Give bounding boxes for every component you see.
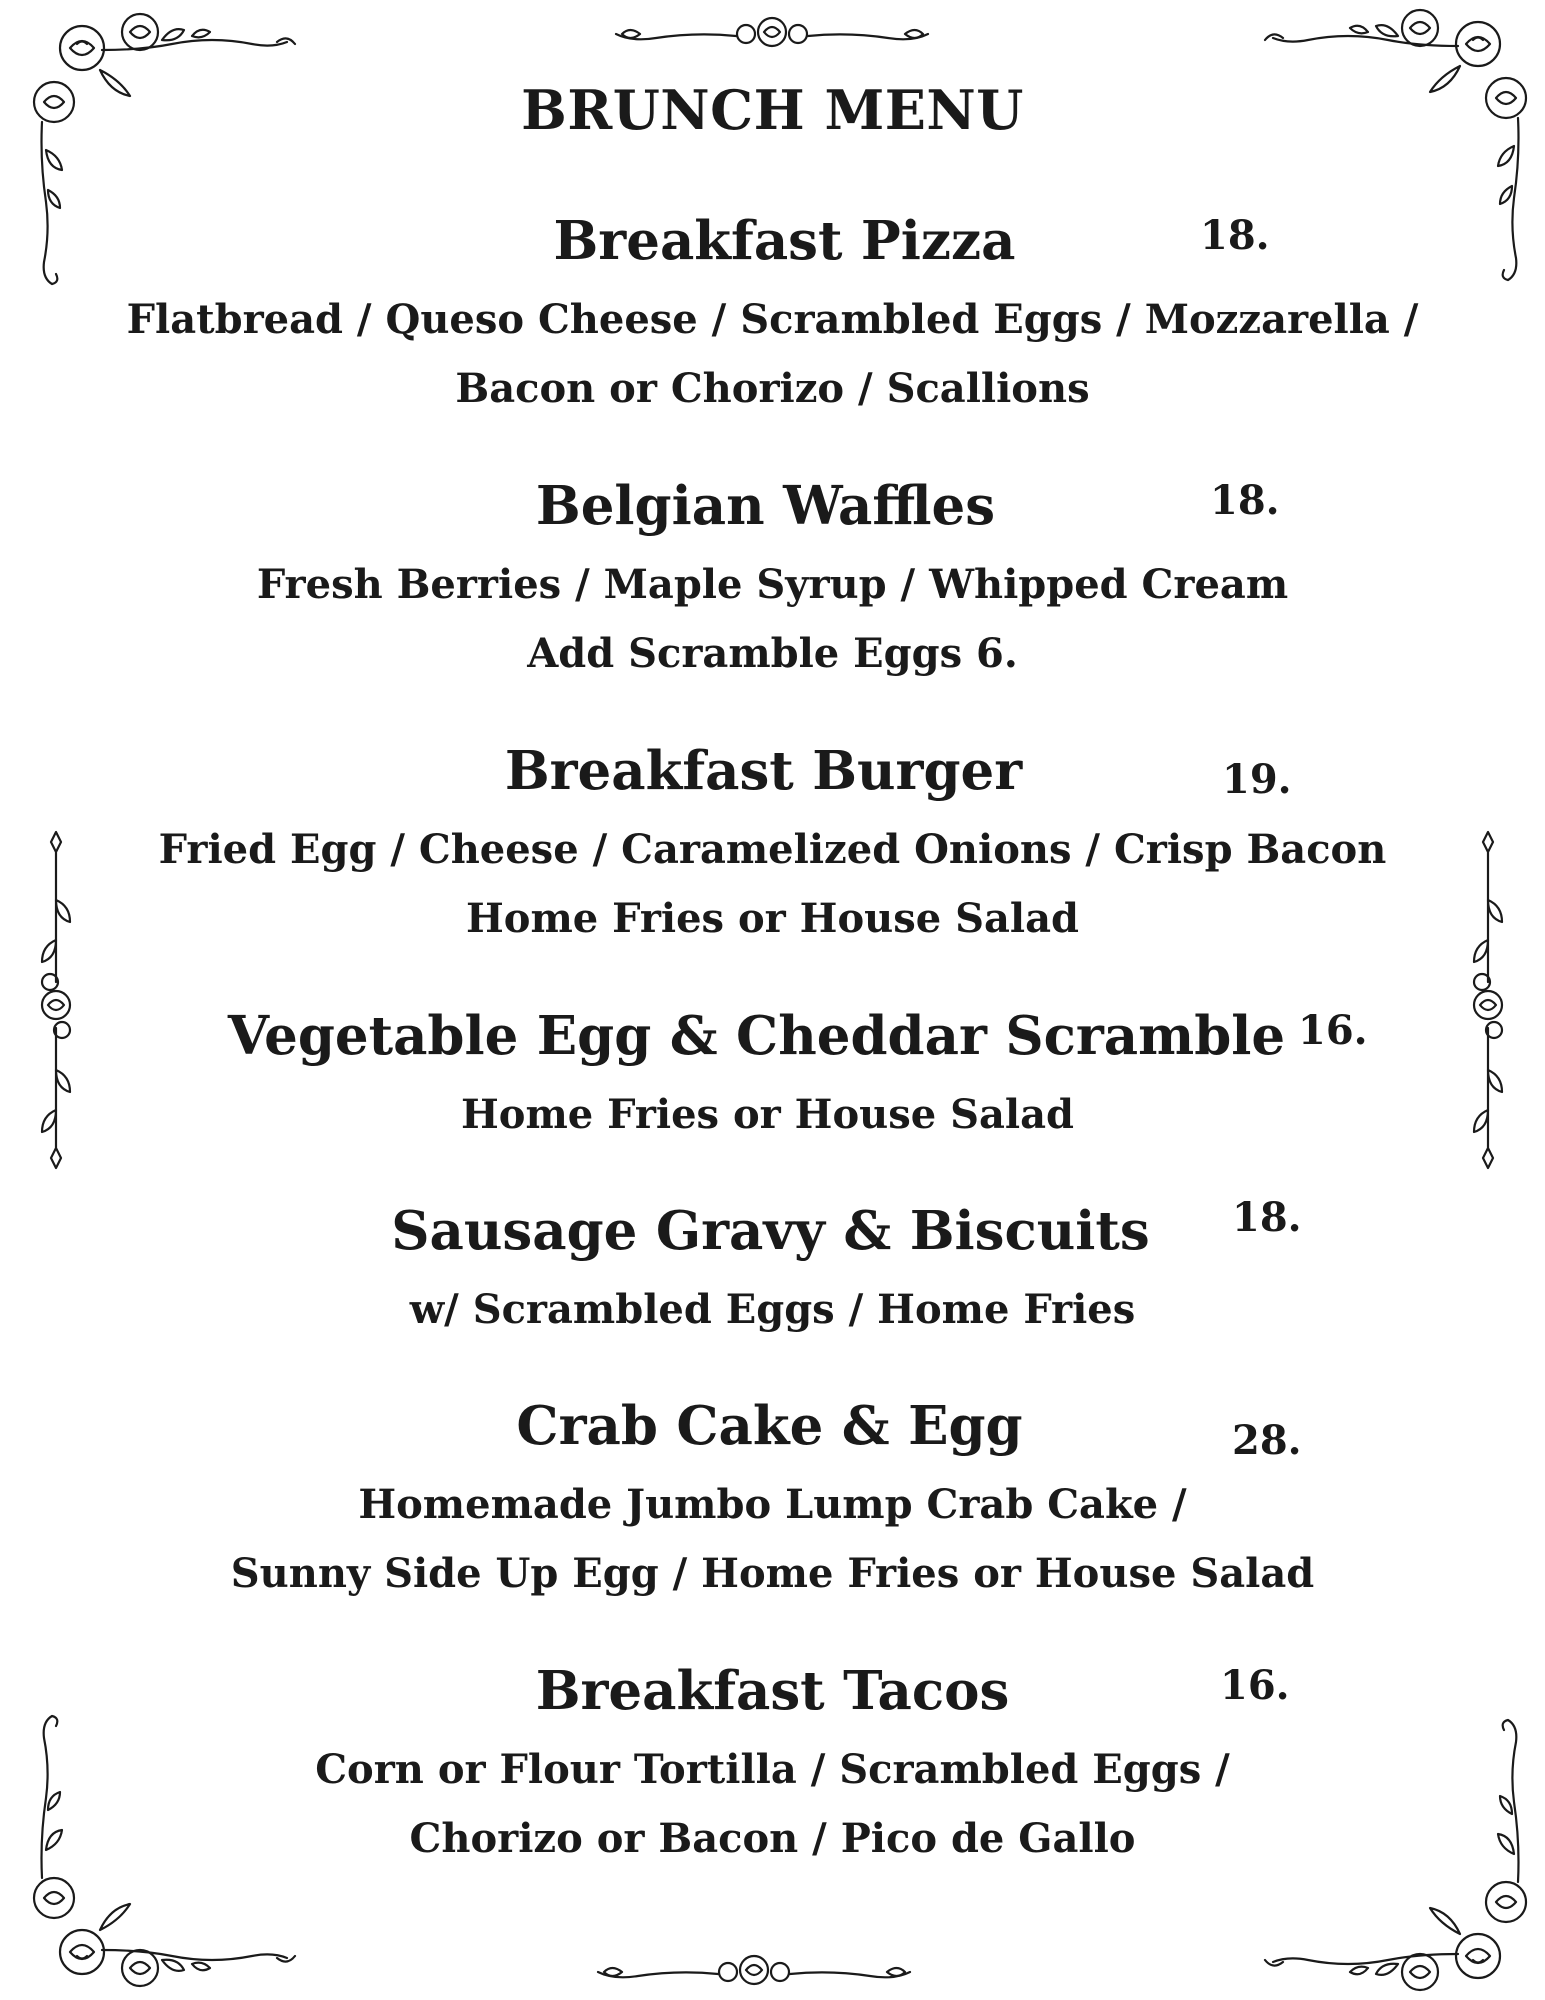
item-description-line: Home Fries or House Salad <box>465 895 1080 942</box>
bottom-center-rose-ornament-icon <box>592 1946 917 1996</box>
item-description-line: Home Fries or House Salad <box>460 1091 1075 1138</box>
menu-title: BRUNCH MENU <box>521 78 1024 142</box>
item-name: Vegetable Egg & Cheddar Scramble <box>227 1005 1286 1067</box>
item-description-line: Chorizo or Bacon / Pico de Gallo <box>409 1815 1136 1862</box>
item-description-line: w/ Scrambled Eggs / Home Fries <box>409 1286 1136 1333</box>
item-price: 28. <box>1232 1417 1302 1464</box>
item-name: Sausage Gravy & Biscuits <box>391 1200 1150 1262</box>
item-name: Breakfast Tacos <box>535 1660 1010 1722</box>
item-description-line: Flatbread / Queso Cheese / Scrambled Eggs / Mozzarella / <box>126 296 1419 343</box>
item-price: 18. <box>1232 1194 1302 1241</box>
item-price: 19. <box>1222 756 1292 803</box>
item-description-line: Fried Egg / Cheese / Caramelized Onions / Crisp Bacon <box>158 826 1387 873</box>
item-description-line: Homemade Jumbo Lump Crab Cake / <box>358 1481 1187 1528</box>
item-description-line: Fresh Berries / Maple Syrup / Whipped Cream <box>256 561 1289 608</box>
item-price: 16. <box>1298 1007 1368 1054</box>
item-description-line: Sunny Side Up Egg / Home Fries or House Salad <box>230 1550 1315 1597</box>
item-name: Breakfast Burger <box>504 740 1023 802</box>
item-description-line: Add Scramble Eggs 6. <box>527 630 1018 677</box>
item-price: 18. <box>1200 212 1270 259</box>
item-description-line: Bacon or Chorizo / Scallions <box>455 365 1090 412</box>
item-price: 18. <box>1210 477 1280 524</box>
item-name: Breakfast Pizza <box>553 210 1016 272</box>
item-description-line: Corn or Flour Tortilla / Scrambled Eggs / <box>315 1746 1230 1793</box>
item-name: Belgian Waffles <box>535 475 996 537</box>
top-center-rose-ornament-icon <box>610 8 935 58</box>
item-price: 16. <box>1220 1662 1290 1709</box>
item-name: Crab Cake & Egg <box>516 1395 1023 1457</box>
